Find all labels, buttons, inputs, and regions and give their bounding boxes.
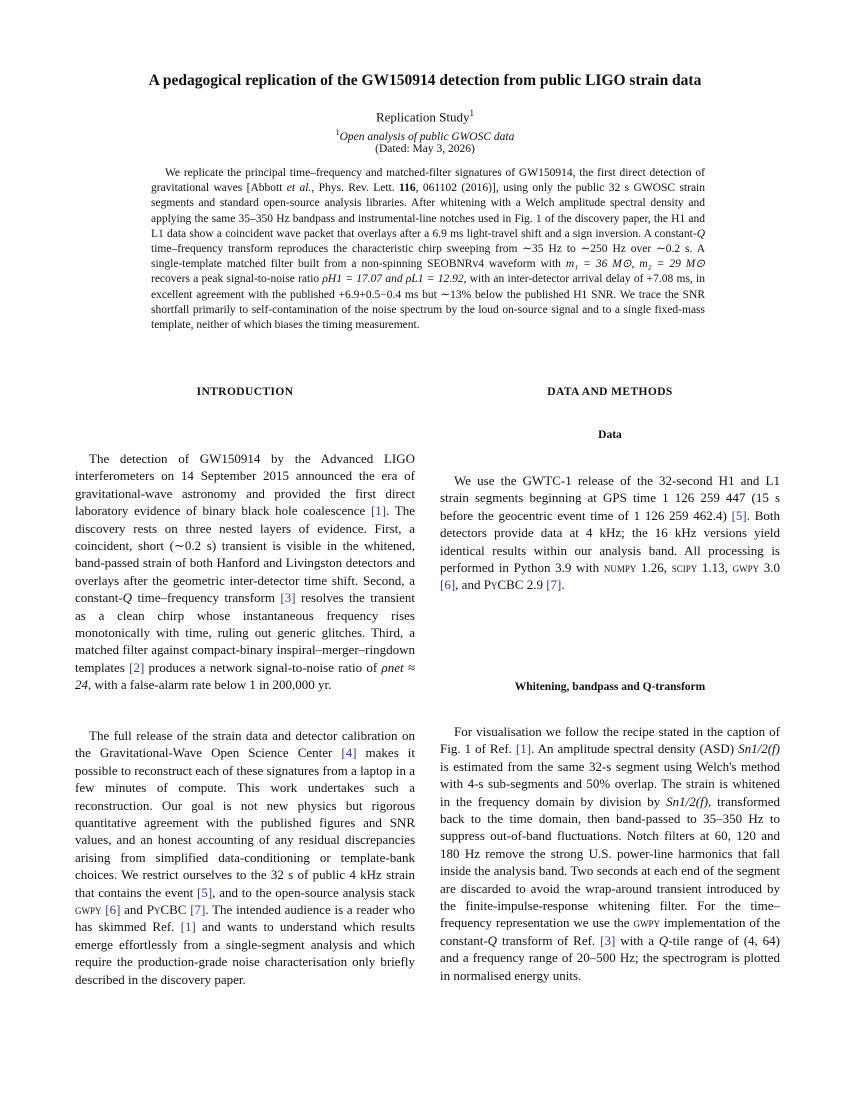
citation-link[interactable]: [6] <box>440 577 456 593</box>
software-name: gwpy <box>75 902 102 918</box>
q-symbol: Q <box>122 590 133 606</box>
software-name: PyCBC <box>146 902 187 918</box>
citation-link[interactable]: [1] <box>515 741 532 757</box>
citation-link[interactable]: [7] <box>190 902 206 918</box>
whitening-text: For visualisation we follow the recipe stated in the caption of Fig. 1 of Ref. <box>440 724 780 757</box>
whitening-text: , transformed back to the time domain, then band-passed to 35–350 Hz to suppress out-of-band fluctuations. Notch filters at 60, 120 and 180 Hz remove the strong U.S. power-line harmonics that fall inside the analysis band. Two seconds at each end of the segment are discarded to avoid the wrap-around transient introduced by the finite-impulse-response whitening filter. For the time–frequency representation we use the <box>440 793 780 931</box>
citation-link[interactable]: [1] <box>370 503 387 519</box>
affiliation-superscript: 1 <box>335 128 340 137</box>
abstract-text: We replicate the principal time–frequency and matched-filter signatures of GW150914, the first direct detection of gravitational waves [Abbott <box>151 167 705 195</box>
whitening-text: . An amplitude spectral density (ASD) <box>531 741 739 757</box>
abstract-q-symbol: Q <box>696 227 705 240</box>
abstract-text: time–frequency transform reproduces the characteristic chirp sweeping from ∼35 Hz to ∼250 Hz over ∼0.2 s. A single-template matched filter built from a non-spinning SEOBNRv4 waveform with <box>151 243 705 271</box>
intro-text: and <box>120 902 147 918</box>
software-name: PyCBC <box>483 577 524 593</box>
abstract-published-delay: +6.9+0.5−0.4 <box>338 288 402 301</box>
intro-text: time–frequency transform <box>132 590 281 606</box>
intro-text: and wants to understand which results emerge effortlessly from a single-segment analysis and which require the production-grade noise characterisation only briefly described in the discovery paper. <box>75 919 416 987</box>
asd-symbol: Sn1/2(f) <box>666 793 709 809</box>
introduction-paragraph-2 <box>75 727 415 988</box>
data-text: 3.0 <box>759 560 781 576</box>
abstract <box>151 166 705 333</box>
abstract-text: , with an inter-detector arrival delay of +7.08 ms, in excellent agreement with the published <box>151 273 705 301</box>
data-text: 1.26, <box>636 560 672 576</box>
abstract-text: recovers a peak signal-to-noise ratio <box>151 273 323 286</box>
q-symbol: Q <box>487 932 498 948</box>
data-text: 2.9 <box>523 577 547 593</box>
intro-text: . The intended audience is a reader who has skimmed Ref. <box>75 902 416 935</box>
author-name: Replication Study <box>375 109 470 125</box>
data-text: , and <box>455 577 484 593</box>
date-line: (Dated: May 3, 2026) <box>375 143 475 155</box>
whitening-text: with a <box>615 932 659 948</box>
software-name: gwpy <box>732 560 760 576</box>
introduction-paragraph-1 <box>75 450 415 694</box>
intro-text: makes it possible to reconstruct each of these signatures from a laptop in a few minutes of compute. This work undertakes such a reconstruction. Our goal is not new physics but rigorous quantitative agreement with the published figures and SNR values, and an honest accounting of any residual discrepancies arising from simplified data-conditioning or template-bank choices. We restrict ourselves to the 32 s of public 4 kHz strain that contains the event <box>75 745 415 900</box>
author-superscript: 1 <box>469 108 475 118</box>
citation-link[interactable]: [5] <box>196 884 213 900</box>
abstract-text: , 061102 (2016)], using only the public 32 s GWOSC strain segments and standard open-source analysis libraries. After whitening with a Welch amplitude spectral density and applying the same 35–350 Hz bandpass and instrumental-line notches used in Fig. 1 of the discovery paper, the H1 and L1 data show a coincident wave packet that overlays after a 6.9 ms light-travel shift and a sign inversion. A constant- <box>151 182 706 240</box>
whitening-text: is estimated from the same 32-s segment using Welch's method with 4-s sub-segments and 50% overlap. The strain is whitened in the frequency domain by division by <box>440 758 780 809</box>
section-heading-introduction: INTRODUCTION <box>196 386 294 398</box>
citation-link[interactable]: [6] <box>105 902 121 918</box>
citation-link[interactable]: [1] <box>180 919 196 935</box>
data-paragraph <box>440 472 780 594</box>
author-line <box>0 108 850 125</box>
abstract-text: , Phys. Rev. Lett. <box>311 182 400 195</box>
subsection-heading-whitening: Whitening, bandpass and Q-transform <box>514 681 706 693</box>
abstract-masses: m₁ = 36 M⊙, m₂ = 29 M⊙ <box>565 258 705 271</box>
whitening-text: -tile range of (4, 64) and a frequency range of 20–500 Hz; the spectrogram is plotted in normalised energy units. <box>440 932 781 983</box>
citation-link[interactable]: [3] <box>600 932 616 948</box>
software-name: numpy <box>603 560 637 576</box>
data-text: . Both detectors provide data at 4 kHz; the 16 kHz versions yield identical results within our analysis band. All processing is performed in Python 3.9 with <box>440 507 780 576</box>
intro-text: , with a false-alarm rate below 1 in 200,000 yr. <box>88 677 332 693</box>
whitening-text: implementation of the constant- <box>440 915 780 948</box>
intro-text: . The discovery rests on three nested layers of evidence. First, a coincident, short (∼0.2 s) transient is visible in the whitened, band-passed strain of both Hanford and Livingston detectors and overlays after the geometric inter-detector time shift. Second, a constant- <box>75 503 416 606</box>
abstract-text: ms but ∼13% below the published H1 SNR. We trace the SNR shortfall primarily to self-contamination of the noise spectrum by the loud on-source signal and to a single fixed-mass template, neither of which biases the timing measurement. <box>151 288 706 332</box>
whitening-paragraph <box>440 723 780 984</box>
citation-link[interactable]: [4] <box>341 745 357 761</box>
citation-link[interactable]: [3] <box>280 590 296 606</box>
abstract-snr-values: ρH1 = 17.07 and ρL1 = 12.92 <box>322 273 464 286</box>
intro-text: The detection of GW150914 by the Advanced LIGO interferometers on 14 September 2015 announced the era of gravitational-wave astronomy and provided the first direct laboratory evidence of binary black hole coalescence <box>75 451 415 519</box>
section-heading-data-methods: DATA AND METHODS <box>547 386 673 398</box>
intro-text: resolves the transient as a clean chirp whose instantaneous frequency rises monotonically with time, ruling out generic glitches. Third, a matched filter against compact-binary inspiral–merger–ringdown templates <box>75 590 415 675</box>
paper-title: A pedagogical replication of the GW150914 detection from public LIGO strain data <box>148 72 702 89</box>
subsection-heading-data: Data <box>598 429 622 441</box>
data-text: We use the GWTC-1 release of the 32-second H1 and L1 strain segments beginning at GPS time 1 126 259 447 (15 s before the geocentric event time of 1 126 259 462.4) <box>440 473 780 523</box>
abstract-et-al: et al. <box>286 182 312 195</box>
citation-link[interactable]: [7] <box>546 577 562 593</box>
abstract-volume: 116 <box>399 182 416 195</box>
affiliation-text: Open analysis of public GWOSC data <box>339 130 515 143</box>
citation-link[interactable]: [2] <box>129 659 145 675</box>
intro-text: The full release of the strain data and detector calibration on the Gravitational-Wave Open Science Center <box>75 728 415 761</box>
data-text: 1.13, <box>697 560 733 576</box>
intro-text: produces a network signal-to-noise ratio of <box>144 659 382 675</box>
affiliation <box>0 128 850 143</box>
citation-link[interactable]: [5] <box>731 507 747 523</box>
data-text: . <box>561 577 565 593</box>
network-snr: ρnet ≈ 24 <box>75 659 415 693</box>
intro-text: , and to the open-source analysis stack <box>212 884 415 900</box>
software-name: scipy <box>671 560 698 576</box>
whitening-text: transform of Ref. <box>497 932 601 948</box>
software-name: gwpy <box>633 915 660 931</box>
asd-symbol: Sn1/2(f) <box>738 741 780 757</box>
q-symbol: Q <box>658 932 669 948</box>
